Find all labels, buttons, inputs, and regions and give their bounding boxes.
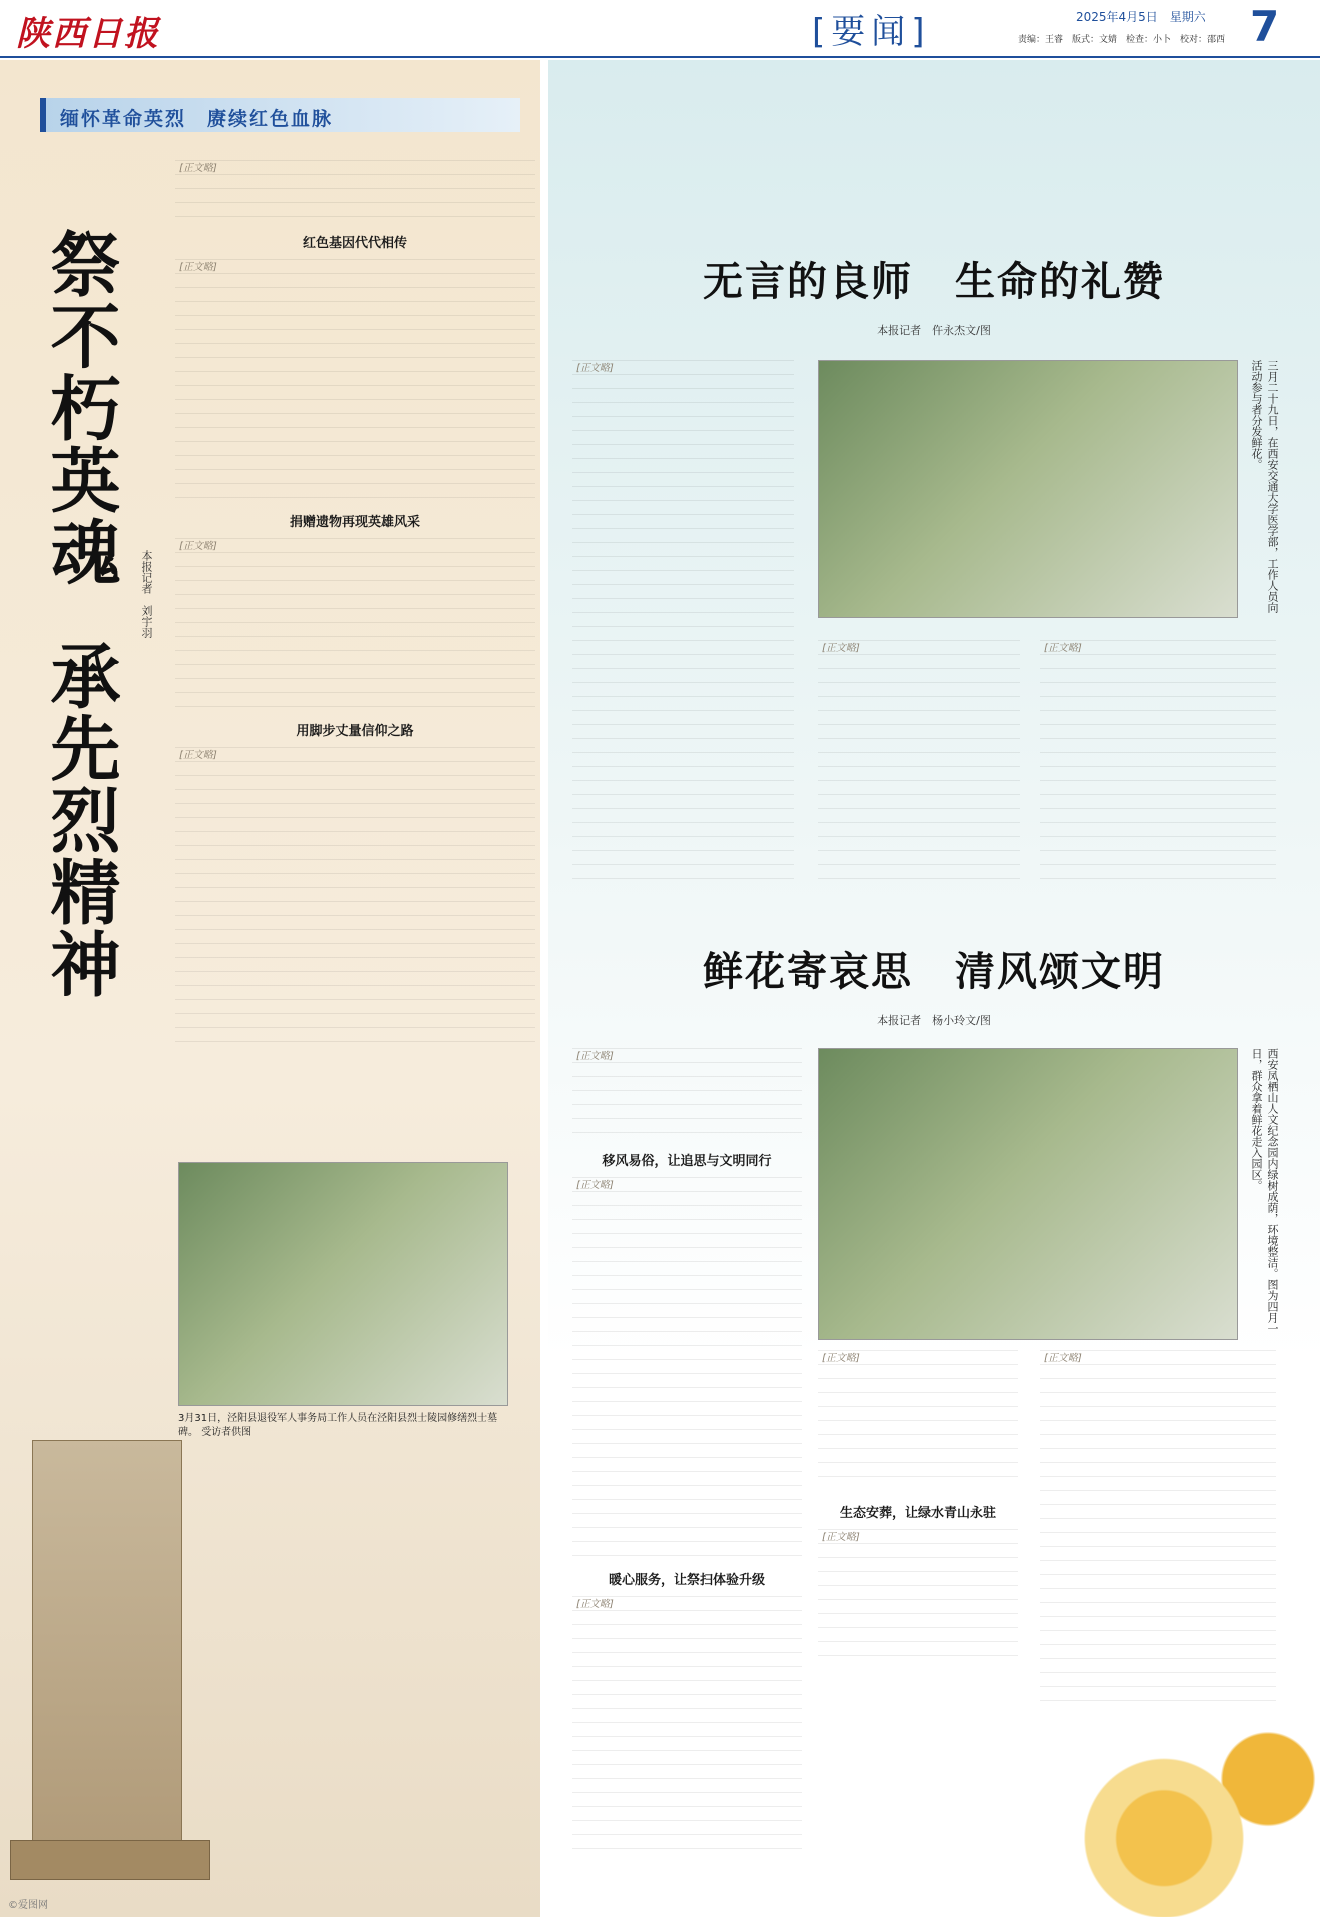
body-placeholder: [正文略] <box>572 1048 802 1138</box>
cemetery-photo-caption <box>178 1412 508 1440</box>
monument-base-illustration <box>10 1840 210 1880</box>
crosshead: 移风易俗，让追思与文明同行 <box>602 1154 772 1169</box>
left-story-title-part1: 祭不朽英魂 <box>39 228 121 588</box>
crosshead: 生态安葬，让绿水青山永驻 <box>839 1506 996 1521</box>
section-banner-text: 缅怀革命英烈 赓续红色血脉 <box>60 108 334 130</box>
body-placeholder: [正文略] <box>572 1596 802 1856</box>
left-story-byline: 本报记者 刘宇羽 <box>140 550 153 638</box>
crosshead: 捐赠遗物再现英雄风采 <box>289 515 420 530</box>
story1-col1: [正文略] <box>572 360 794 880</box>
chrysanthemum-illustration <box>1060 1720 1320 1917</box>
crosshead: 用脚步丈量信仰之路 <box>296 724 414 739</box>
issue-date: 2025年4月5日 星期六 <box>1076 10 1206 24</box>
body-placeholder: [正文略] <box>175 538 535 708</box>
section-label: [要闻] <box>812 12 931 52</box>
story2-col1 <box>572 1048 802 1856</box>
masthead <box>0 0 1320 58</box>
photo-credit: 受访者供图 <box>201 1427 252 1438</box>
body-placeholder: [正文略] <box>175 747 535 1047</box>
memorial-park-photo <box>818 1048 1238 1340</box>
left-story-title-part2: 承先烈精神 <box>39 640 121 1000</box>
medical-school-photo <box>818 360 1238 618</box>
crosshead: 暖心服务，让祭扫体验升级 <box>608 1573 765 1588</box>
body-placeholder: [正文略] <box>572 1177 802 1557</box>
newspaper-name: 陕西日报 <box>16 14 160 54</box>
body-placeholder: [正文略] <box>818 1529 1018 1669</box>
body-placeholder: [正文略] <box>818 1350 1018 1490</box>
story1-byline: 本报记者 仵永杰文/图 <box>877 324 991 337</box>
watermark: ©爱图网 <box>8 1900 48 1911</box>
monument-illustration <box>32 1440 182 1860</box>
body-placeholder: [正文略] <box>175 259 535 499</box>
photo-caption-text: 3月31日，泾阳县退役军人事务局工作人员在泾阳县烈士陵园修缮烈士墓碑。 <box>178 1413 498 1438</box>
editor-credits: 责编：王睿 版式：文婧 检查：小卜 校对：邵西 <box>1018 35 1226 45</box>
crosshead: 红色基因代代相传 <box>302 236 407 251</box>
story1-col2: [正文略] <box>818 640 1020 880</box>
page-number: 7 <box>1250 2 1280 51</box>
memorial-park-photo-caption: 西安凤栖山人文纪念园内绿树成荫，环境整洁。图为四月一日，群众拿着鲜花走入园区。 <box>1250 1048 1279 1334</box>
story2-byline: 本报记者 杨小玲文/图 <box>877 1014 991 1027</box>
story2-col3: [正文略] <box>1040 1350 1276 1710</box>
story1-col3: [正文略] <box>1040 640 1276 880</box>
cemetery-photo <box>178 1162 508 1406</box>
story1-headline: 无言的良师 生命的礼赞 <box>703 259 1165 305</box>
story2-headline: 鲜花寄哀思 清风颂文明 <box>703 949 1165 995</box>
left-story-body <box>175 160 535 1047</box>
story2-col2 <box>818 1350 1018 1669</box>
body-placeholder: [正文略] <box>175 160 535 220</box>
medical-school-photo-caption: 三月二十九日，在西安交通大学医学部，工作人员向活动参与者分发鲜花。 <box>1250 360 1279 613</box>
